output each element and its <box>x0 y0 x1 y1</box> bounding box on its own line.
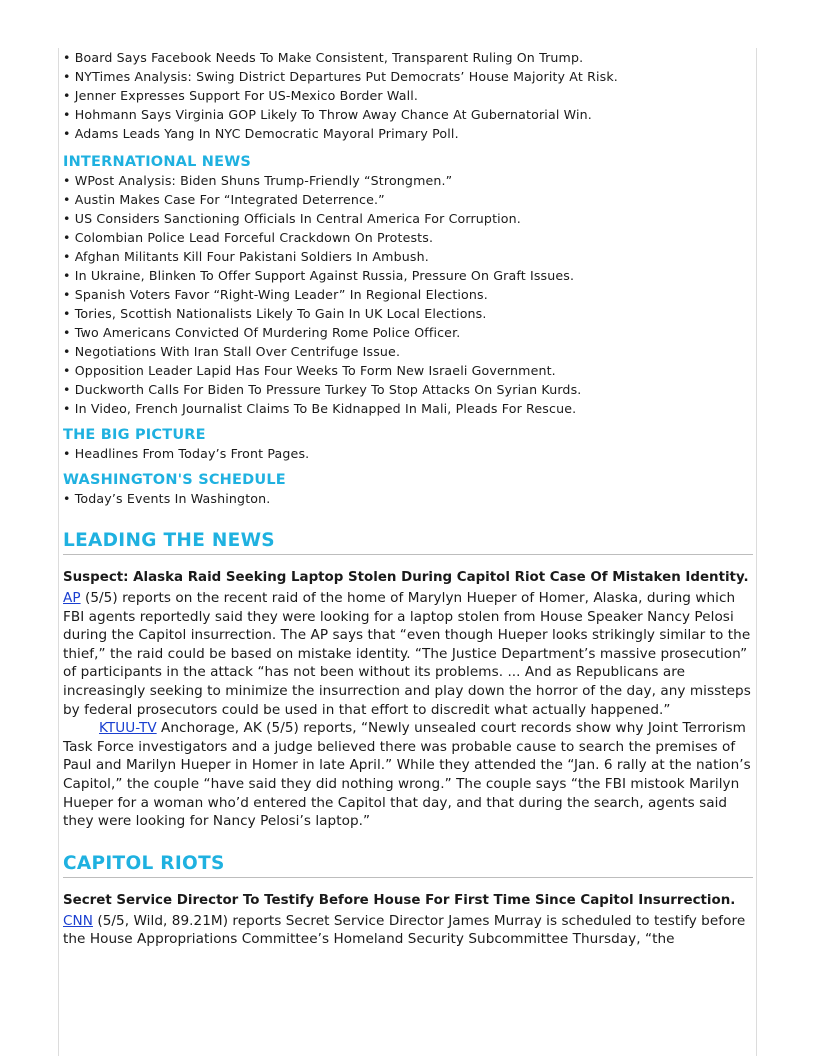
headline-link[interactable]: • Headlines From Today’s Front Pages. <box>63 444 753 463</box>
headline-link[interactable]: • Two Americans Convicted Of Murdering Rome Police Officer. <box>63 323 753 342</box>
story-paragraph <box>63 912 753 949</box>
headline-link[interactable]: • Adams Leads Yang In NYC Democratic Mayoral Primary Poll. <box>63 124 753 143</box>
headline-link[interactable]: • Hohmann Says Virginia GOP Likely To Throw Away Chance At Gubernatorial Win. <box>63 105 753 124</box>
newsletter-content <box>63 48 753 949</box>
headline-link[interactable]: • Board Says Facebook Needs To Make Consistent, Transparent Ruling On Trump. <box>63 48 753 67</box>
headline-link[interactable]: • Negotiations With Iran Stall Over Centrifuge Issue. <box>63 342 753 361</box>
headline-link[interactable]: • Colombian Police Lead Forceful Crackdown On Protests. <box>63 228 753 247</box>
headline-link[interactable]: • In Ukraine, Blinken To Offer Support Against Russia, Pressure On Graft Issues. <box>63 266 753 285</box>
capitol-riots-heading: CAPITOL RIOTS <box>63 852 753 878</box>
headline-link[interactable]: • Austin Makes Case For “Integrated Deterrence.” <box>63 190 753 209</box>
story-paragraph <box>63 719 753 831</box>
big-picture-heading: THE BIG PICTURE <box>63 427 206 443</box>
headline-link[interactable]: • Jenner Expresses Support For US-Mexico Border Wall. <box>63 86 753 105</box>
headline-link[interactable]: • Tories, Scottish Nationalists Likely To Gain In UK Local Elections. <box>63 304 753 323</box>
headline-link[interactable]: • WPost Analysis: Biden Shuns Trump-Friendly “Strongmen.” <box>63 171 753 190</box>
international-news-heading: INTERNATIONAL NEWS <box>63 154 252 170</box>
story-paragraph <box>63 589 753 719</box>
headline-link[interactable]: • US Considers Sanctioning Officials In Central America For Corruption. <box>63 209 753 228</box>
story-text: Anchorage, AK (5/5) reports, “Newly unsealed court records show why Joint Terrorism Task Force investigators and a judge believed there was probable cause to search the premises of Paul and Marilyn Hueper in Homer in late April.” While they attended the “Jan. 6 rally at the nation’s Capitol,” the couple “have said they did nothing wrong.” The couple says “the FBI mistook Marilyn Hueper for a woman who’d entered the Capitol that day, and that during the search, agents said they were looking for Nancy Pelosi’s laptop.” <box>63 720 751 830</box>
big-picture-list <box>63 444 753 463</box>
headline-link[interactable]: • NYTimes Analysis: Swing District Departures Put Democrats’ House Majority At Risk. <box>63 67 753 86</box>
headline-link[interactable]: • Spanish Voters Favor “Right-Wing Leader” In Regional Elections. <box>63 285 753 304</box>
story-text: (5/5, Wild, 89.21M) reports Secret Service Director James Murray is scheduled to testify before the House Appropriations Committee’s Homeland Security Subcommittee Thursday, “the <box>63 912 746 948</box>
source-link-ktuu[interactable]: KTUU-TV <box>99 720 157 737</box>
story-text: (5/5) reports on the recent raid of the home of Marylyn Hueper of Homer, Alaska, during which FBI agents reportedly said they were looking for a laptop stolen from House Speaker Nancy Pelosi during the Capitol insurrection. The AP says that “even though Hueper looks strikingly similar to the thief,” the raid could be based on mistake identity. “The Justice Department’s massive prosecution” of participants in the attack “has not been without its problems. ... And as Republicans are increasingly seeking to minimize the insurrection and play down the horror of the day, any missteps by federal prosecutors could be used in that effort to discredit what actually happened.” <box>63 590 751 718</box>
headline-link[interactable]: • Duckworth Calls For Biden To Pressure Turkey To Stop Attacks On Syrian Kurds. <box>63 380 753 399</box>
source-link-cnn[interactable]: CNN <box>63 912 93 929</box>
international-news-list <box>63 171 753 418</box>
washington-schedule-heading: WASHINGTON'S SCHEDULE <box>63 472 286 488</box>
political-news-list <box>63 48 753 143</box>
story-title: Secret Service Director To Testify Before House For First Time Since Capitol Insurrection. <box>63 892 736 908</box>
washington-schedule-list <box>63 489 753 508</box>
leading-the-news-heading: LEADING THE NEWS <box>63 529 753 555</box>
headline-link[interactable]: • In Video, French Journalist Claims To Be Kidnapped In Mali, Pleads For Rescue. <box>63 399 753 418</box>
headline-link[interactable]: • Opposition Leader Lapid Has Four Weeks To Form New Israeli Government. <box>63 361 753 380</box>
headline-link[interactable]: • Afghan Militants Kill Four Pakistani Soldiers In Ambush. <box>63 247 753 266</box>
source-link-ap[interactable]: AP <box>63 590 81 606</box>
headline-link[interactable]: • Today’s Events In Washington. <box>63 489 753 508</box>
story-title: Suspect: Alaska Raid Seeking Laptop Stolen During Capitol Riot Case Of Mistaken Identity. <box>63 570 749 585</box>
right-margin-rule <box>756 48 757 1056</box>
left-margin-rule <box>58 48 59 1056</box>
